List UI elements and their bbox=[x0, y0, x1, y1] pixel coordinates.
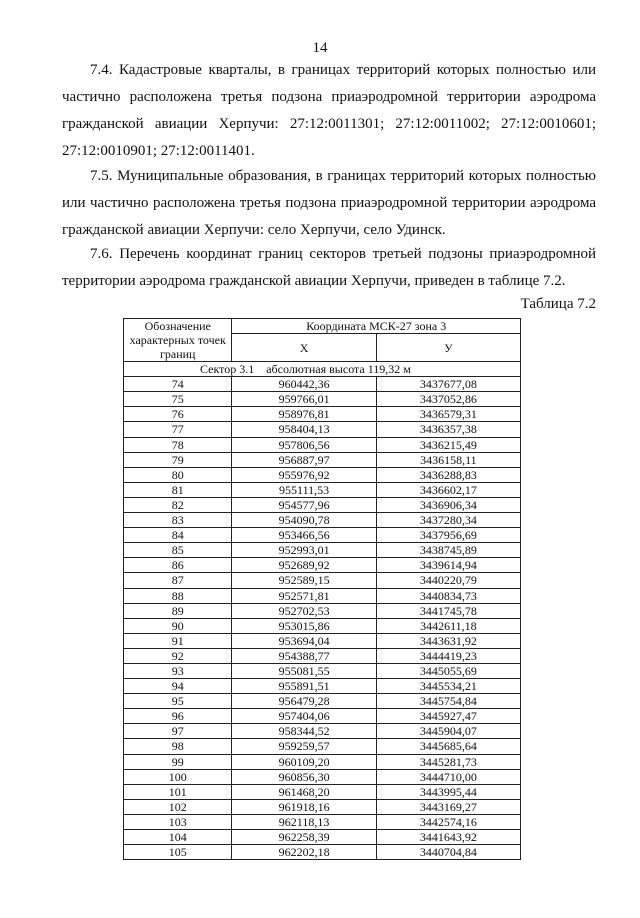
x-coordinate-cell: 960856,30 bbox=[232, 769, 376, 784]
header-point-designation: Обозначение характерных точек границ bbox=[124, 319, 232, 362]
paragraph-text: 7.5. Муниципальные образования, в границах территорий которых полностью или частично расположена третья подзона приаэродромной территории аэродрома гражданской авиации Херпучи: село Херпучи, село Удинск. bbox=[62, 168, 596, 238]
point-number-cell: 105 bbox=[124, 845, 232, 860]
x-coordinate-cell: 958404,13 bbox=[232, 422, 376, 437]
y-coordinate-cell: 3445754,84 bbox=[376, 694, 520, 709]
table-row bbox=[124, 588, 521, 603]
paragraph-7-5 bbox=[62, 163, 596, 244]
x-coordinate-cell: 958344,52 bbox=[232, 724, 376, 739]
table-row bbox=[124, 603, 521, 618]
table-caption: Таблица 7.2 bbox=[520, 296, 596, 312]
y-coordinate-cell: 3436215,49 bbox=[376, 437, 520, 452]
x-coordinate-cell: 959259,57 bbox=[232, 739, 376, 754]
y-coordinate-cell: 3436906,34 bbox=[376, 497, 520, 512]
point-number-cell: 104 bbox=[124, 830, 232, 845]
x-coordinate-cell: 957404,06 bbox=[232, 709, 376, 724]
x-coordinate-cell: 959766,01 bbox=[232, 392, 376, 407]
point-number-cell: 83 bbox=[124, 513, 232, 528]
point-number-cell: 85 bbox=[124, 543, 232, 558]
x-coordinate-cell: 962118,13 bbox=[232, 814, 376, 829]
x-coordinate-cell: 956479,28 bbox=[232, 694, 376, 709]
table-row bbox=[124, 679, 521, 694]
y-coordinate-cell: 3436158,11 bbox=[376, 452, 520, 467]
table-row bbox=[124, 573, 521, 588]
point-number-cell: 96 bbox=[124, 709, 232, 724]
y-coordinate-cell: 3444710,00 bbox=[376, 769, 520, 784]
y-coordinate-cell: 3437052,86 bbox=[376, 392, 520, 407]
y-coordinate-cell: 3445055,69 bbox=[376, 663, 520, 678]
table-row bbox=[124, 407, 521, 422]
y-coordinate-cell: 3445685,64 bbox=[376, 739, 520, 754]
x-coordinate-cell: 954090,78 bbox=[232, 513, 376, 528]
y-coordinate-cell: 3445281,73 bbox=[376, 754, 520, 769]
table-row bbox=[124, 513, 521, 528]
x-coordinate-cell: 955891,51 bbox=[232, 679, 376, 694]
header-y: У bbox=[376, 334, 520, 362]
y-coordinate-cell: 3438745,89 bbox=[376, 543, 520, 558]
x-coordinate-cell: 956887,97 bbox=[232, 452, 376, 467]
page-number: 14 bbox=[312, 40, 328, 56]
table-row bbox=[124, 452, 521, 467]
paragraph-7-6 bbox=[62, 241, 596, 295]
point-number-cell: 87 bbox=[124, 573, 232, 588]
y-coordinate-cell: 3445534,21 bbox=[376, 679, 520, 694]
point-number-cell: 100 bbox=[124, 769, 232, 784]
point-number-cell: 89 bbox=[124, 603, 232, 618]
x-coordinate-cell: 961468,20 bbox=[232, 784, 376, 799]
point-number-cell: 92 bbox=[124, 648, 232, 663]
table-row bbox=[124, 467, 521, 482]
point-number-cell: 103 bbox=[124, 814, 232, 829]
point-number-cell: 80 bbox=[124, 467, 232, 482]
point-number-cell: 99 bbox=[124, 754, 232, 769]
table-row bbox=[124, 769, 521, 784]
y-coordinate-cell: 3443631,92 bbox=[376, 633, 520, 648]
point-number-cell: 98 bbox=[124, 739, 232, 754]
point-number-cell: 79 bbox=[124, 452, 232, 467]
x-coordinate-cell: 955976,92 bbox=[232, 467, 376, 482]
y-coordinate-cell: 3442574,16 bbox=[376, 814, 520, 829]
table-row bbox=[124, 482, 521, 497]
y-coordinate-cell: 3445904,07 bbox=[376, 724, 520, 739]
header-coordinate-system: Координата МСК-27 зона 3 bbox=[232, 319, 521, 334]
point-number-cell: 81 bbox=[124, 482, 232, 497]
y-coordinate-cell: 3440834,73 bbox=[376, 588, 520, 603]
x-coordinate-cell: 962202,18 bbox=[232, 845, 376, 860]
point-number-cell: 78 bbox=[124, 437, 232, 452]
table-row bbox=[124, 497, 521, 512]
point-number-cell: 75 bbox=[124, 392, 232, 407]
table-row bbox=[124, 784, 521, 799]
table-row bbox=[124, 724, 521, 739]
paragraph-text: 7.4. Кадастровые кварталы, в границах территорий которых полностью или частично расположена третья подзона приаэродромной территории аэродрома гражданской авиации Херпучи: 27:12:0011301; 27:12:0011002; 27:12:0010601; 27:12:0010901; 27:12:0011401. bbox=[62, 62, 596, 159]
table-row bbox=[124, 814, 521, 829]
header-x: Х bbox=[232, 334, 376, 362]
x-coordinate-cell: 952993,01 bbox=[232, 543, 376, 558]
table-row bbox=[124, 648, 521, 663]
table-row bbox=[124, 845, 521, 860]
table-row bbox=[124, 663, 521, 678]
point-number-cell: 95 bbox=[124, 694, 232, 709]
y-coordinate-cell: 3436602,17 bbox=[376, 482, 520, 497]
table-row bbox=[124, 377, 521, 392]
y-coordinate-cell: 3437677,08 bbox=[376, 377, 520, 392]
table-row bbox=[124, 543, 521, 558]
point-number-cell: 88 bbox=[124, 588, 232, 603]
y-coordinate-cell: 3437280,34 bbox=[376, 513, 520, 528]
table-row bbox=[124, 694, 521, 709]
paragraph-7-4 bbox=[62, 57, 596, 165]
y-coordinate-cell: 3441745,78 bbox=[376, 603, 520, 618]
y-coordinate-cell: 3443169,27 bbox=[376, 799, 520, 814]
y-coordinate-cell: 3442611,18 bbox=[376, 618, 520, 633]
point-number-cell: 91 bbox=[124, 633, 232, 648]
point-number-cell: 86 bbox=[124, 558, 232, 573]
x-coordinate-cell: 958976,81 bbox=[232, 407, 376, 422]
table-row bbox=[124, 633, 521, 648]
x-coordinate-cell: 962258,39 bbox=[232, 830, 376, 845]
x-coordinate-cell: 952702,53 bbox=[232, 603, 376, 618]
point-number-cell: 101 bbox=[124, 784, 232, 799]
table-row bbox=[124, 558, 521, 573]
y-coordinate-cell: 3441643,92 bbox=[376, 830, 520, 845]
table-row bbox=[124, 709, 521, 724]
x-coordinate-cell: 960109,20 bbox=[232, 754, 376, 769]
x-coordinate-cell: 954577,96 bbox=[232, 497, 376, 512]
x-coordinate-cell: 952589,15 bbox=[232, 573, 376, 588]
point-number-cell: 102 bbox=[124, 799, 232, 814]
y-coordinate-cell: 3439614,94 bbox=[376, 558, 520, 573]
table-row bbox=[124, 739, 521, 754]
y-coordinate-cell: 3444419,23 bbox=[376, 648, 520, 663]
coordinates-table bbox=[123, 318, 521, 860]
y-coordinate-cell: 3436579,31 bbox=[376, 407, 520, 422]
x-coordinate-cell: 960442,36 bbox=[232, 377, 376, 392]
x-coordinate-cell: 955111,53 bbox=[232, 482, 376, 497]
table-row bbox=[124, 618, 521, 633]
table-row bbox=[124, 392, 521, 407]
table-row bbox=[124, 422, 521, 437]
point-number-cell: 93 bbox=[124, 663, 232, 678]
table-row bbox=[124, 437, 521, 452]
y-coordinate-cell: 3440704,84 bbox=[376, 845, 520, 860]
point-number-cell: 94 bbox=[124, 679, 232, 694]
y-coordinate-cell: 3445927,47 bbox=[376, 709, 520, 724]
x-coordinate-cell: 954388,77 bbox=[232, 648, 376, 663]
x-coordinate-cell: 952689,92 bbox=[232, 558, 376, 573]
x-coordinate-cell: 953694,04 bbox=[232, 633, 376, 648]
table-row bbox=[124, 528, 521, 543]
point-number-cell: 90 bbox=[124, 618, 232, 633]
y-coordinate-cell: 3436288,83 bbox=[376, 467, 520, 482]
point-number-cell: 84 bbox=[124, 528, 232, 543]
x-coordinate-cell: 952571,81 bbox=[232, 588, 376, 603]
table-row bbox=[124, 830, 521, 845]
x-coordinate-cell: 957806,56 bbox=[232, 437, 376, 452]
x-coordinate-cell: 955081,55 bbox=[232, 663, 376, 678]
y-coordinate-cell: 3443995,44 bbox=[376, 784, 520, 799]
y-coordinate-cell: 3436357,38 bbox=[376, 422, 520, 437]
sector-label: Сектор 3.1 абсолютная высота 119,32 м bbox=[124, 362, 521, 377]
x-coordinate-cell: 953015,86 bbox=[232, 618, 376, 633]
point-number-cell: 77 bbox=[124, 422, 232, 437]
x-coordinate-cell: 961918,16 bbox=[232, 799, 376, 814]
point-number-cell: 97 bbox=[124, 724, 232, 739]
point-number-cell: 76 bbox=[124, 407, 232, 422]
table-row bbox=[124, 799, 521, 814]
table-row bbox=[124, 754, 521, 769]
y-coordinate-cell: 3437956,69 bbox=[376, 528, 520, 543]
point-number-cell: 82 bbox=[124, 497, 232, 512]
x-coordinate-cell: 953466,56 bbox=[232, 528, 376, 543]
y-coordinate-cell: 3440220,79 bbox=[376, 573, 520, 588]
point-number-cell: 74 bbox=[124, 377, 232, 392]
paragraph-text: 7.6. Перечень координат границ секторов третьей подзоны приаэродромной территории аэродрома гражданской авиации Херпучи, приведен в таблице 7.2. bbox=[62, 246, 596, 289]
